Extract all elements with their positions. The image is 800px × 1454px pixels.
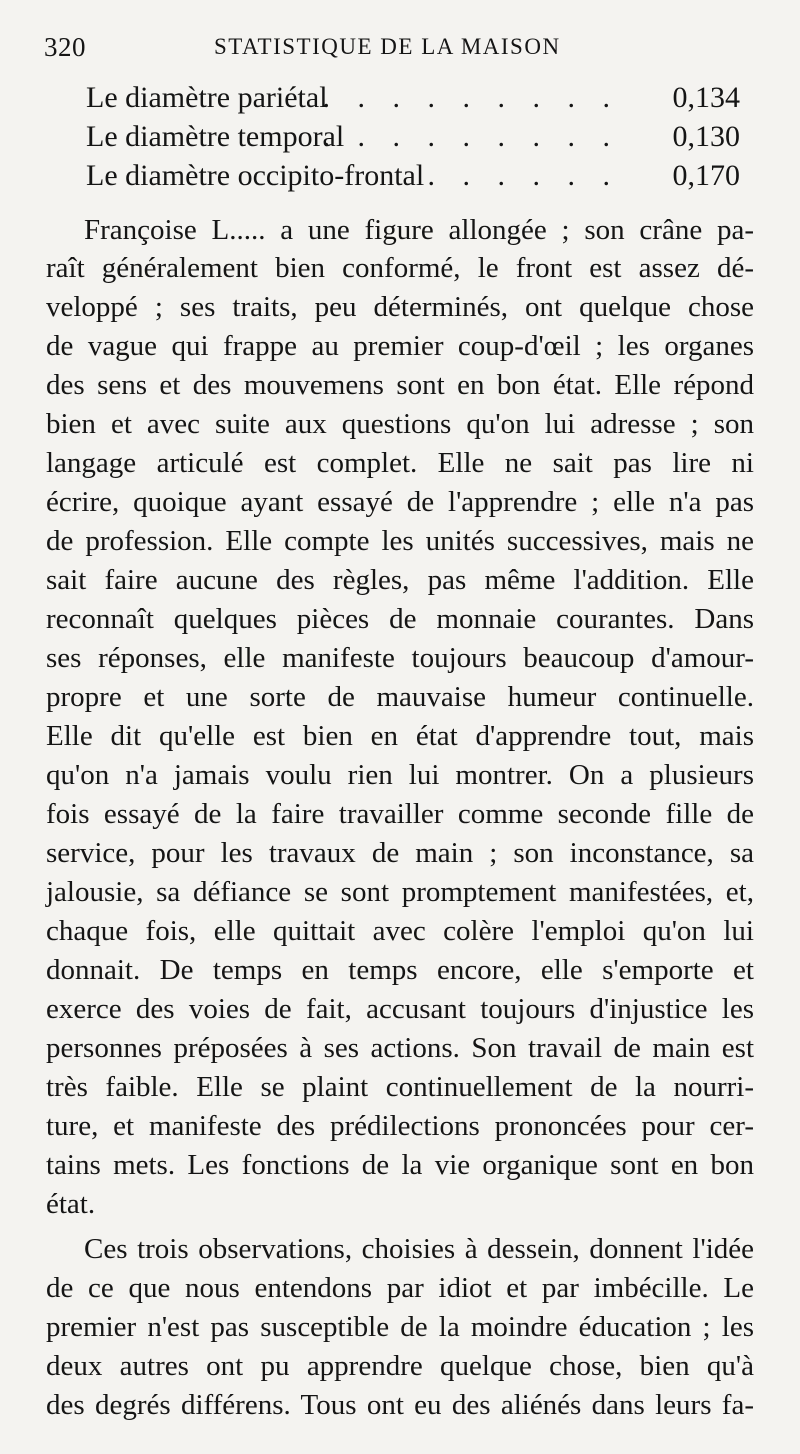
- measurement-label: Le diamètre occipito-frontal: [86, 159, 425, 192]
- paragraph-line: des sens et des mouvemens sont en bon état. Elle répond: [46, 369, 754, 401]
- paragraph-line: qu'on n'a jamais voulu rien lui montrer. On a plusieurs: [46, 759, 754, 791]
- leader-dots: . . . . . .: [427, 159, 620, 192]
- paragraph-line: sait faire aucune des règles, pas même l'addition. Elle: [46, 564, 754, 596]
- paragraph-line: service, pour les travaux de main ; son inconstance, sa: [46, 837, 754, 869]
- paragraph-line: bien et avec suite aux questions qu'on lui adresse ; son: [46, 408, 754, 440]
- paragraph-line: ture, et manifeste des prédilections prononcées pour cer-: [46, 1110, 754, 1142]
- page-header: [44, 32, 770, 72]
- paragraph-line: veloppé ; ses traits, peu déterminés, ont quelque chose: [46, 291, 754, 323]
- paragraph-line: Françoise L..... a une figure allongée ; son crâne pa-: [84, 214, 754, 246]
- leader-dots: . . . . . . . . .: [322, 120, 620, 153]
- measurement-row: [86, 120, 740, 160]
- measurement-value: 0,170: [672, 159, 740, 192]
- paragraph-line: état.: [46, 1188, 96, 1220]
- running-head: STATISTIQUE DE LA MAISON: [214, 34, 561, 59]
- leader-dots: . . . . . . . . .: [322, 81, 620, 114]
- paragraph-line: donnait. De temps en temps encore, elle s'emporte et: [46, 954, 754, 986]
- paragraph-line: propre et une sorte de mauvaise humeur continuelle.: [46, 681, 754, 713]
- paragraph-line: de ce que nous entendons par idiot et par imbécille. Le: [46, 1272, 754, 1304]
- measurement-value: 0,134: [672, 81, 740, 114]
- paragraph-line: reconnaît quelques pièces de monnaie courantes. Dans: [46, 603, 754, 635]
- measurement-value: 0,130: [672, 120, 740, 153]
- paragraph-line: deux autres ont pu apprendre quelque chose, bien qu'à: [46, 1350, 754, 1382]
- measurement-label: Le diamètre temporal: [86, 120, 345, 153]
- measurement-row: [86, 81, 740, 121]
- page-number: 320: [44, 32, 86, 62]
- paragraph-line: langage articulé est complet. Elle ne sait pas lire ni: [46, 447, 754, 479]
- paragraph-line: ses réponses, elle manifeste toujours beaucoup d'amour-: [46, 642, 754, 674]
- paragraph-line: chaque fois, elle quittait avec colère l'emploi qu'on lui: [46, 915, 754, 947]
- paragraph-line: premier n'est pas susceptible de la moindre éducation ; les: [46, 1311, 754, 1343]
- paragraph-line: exerce des voies de fait, accusant toujours d'injustice les: [46, 993, 754, 1025]
- paragraph-line: jalousie, sa défiance se sont promptement manifestées, et,: [46, 876, 754, 908]
- paragraph-line: personnes préposées à ses actions. Son travail de main est: [46, 1032, 754, 1064]
- paragraph-line: fois essayé de la faire travailler comme seconde fille de: [46, 798, 754, 830]
- paragraph-line: très faible. Elle se plaint continuellement de la nourri-: [46, 1071, 754, 1103]
- paragraph-line: raît généralement bien conformé, le front est assez dé-: [46, 252, 754, 284]
- paragraph-line: Ces trois observations, choisies à dessein, donnent l'idée: [84, 1233, 754, 1265]
- paragraph-line: tains mets. Les fonctions de la vie organique sont en bon: [46, 1149, 754, 1181]
- measurement-row: [86, 159, 740, 199]
- paragraph-line: écrire, quoique ayant essayé de l'apprendre ; elle n'a pas: [46, 486, 754, 518]
- paragraph-line: de profession. Elle compte les unités successives, mais ne: [46, 525, 754, 557]
- paragraph-line: Elle dit qu'elle est bien en état d'apprendre tout, mais: [46, 720, 754, 752]
- paragraph-line: de vague qui frappe au premier coup-d'œil ; les organes: [46, 330, 754, 362]
- paragraph-line: des degrés différens. Tous ont eu des aliénés dans leurs fa-: [46, 1389, 754, 1421]
- measurement-label: Le diamètre pariétal: [86, 81, 328, 114]
